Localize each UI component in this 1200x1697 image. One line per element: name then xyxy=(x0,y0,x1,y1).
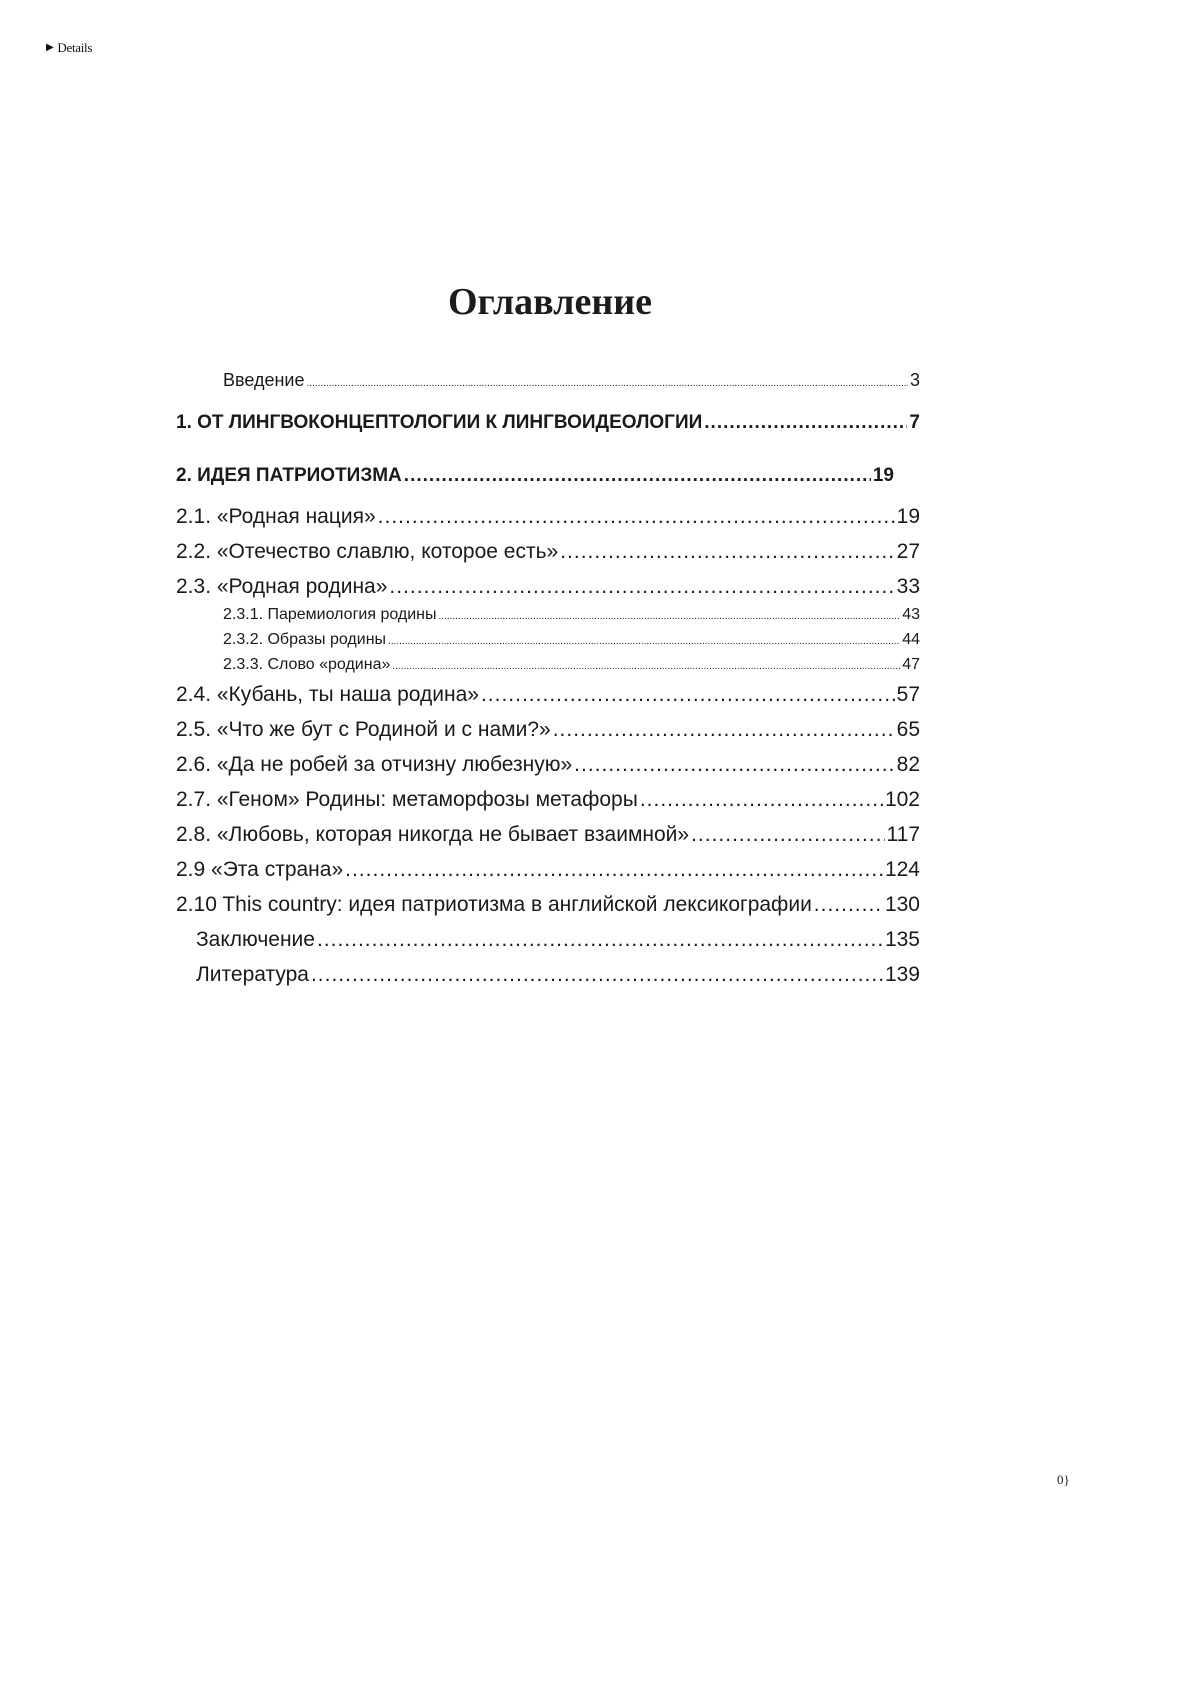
toc-entry-2-3-2 xyxy=(223,631,920,649)
dot-leader xyxy=(574,753,894,777)
toc-entry-2-3-3 xyxy=(223,656,920,674)
toc-entry-label: Литература xyxy=(196,963,309,986)
toc-entry-label: 2.9 «Эта страна» xyxy=(176,858,344,881)
toc-entry-2-8 xyxy=(176,823,920,847)
disclosure-triangle-icon: ▶ xyxy=(46,42,54,53)
toc-entry-page: 102 xyxy=(884,788,920,811)
toc-entry-page: 3 xyxy=(909,370,920,390)
dot-leader xyxy=(439,611,901,622)
toc-entry-2-1 xyxy=(176,505,920,529)
toc-entry-label: 2.1. «Родная нация» xyxy=(176,505,376,528)
toc-entry-2-9 xyxy=(176,858,920,882)
toc-entry-conclusion xyxy=(196,928,920,952)
toc-entry-label: Заключение xyxy=(196,928,315,951)
toc-entry-page: 47 xyxy=(902,656,920,673)
toc-entry-label: Введение xyxy=(223,370,305,390)
toc-entry-part-2 xyxy=(176,465,894,487)
toc-entry-2-4 xyxy=(176,683,920,707)
dot-leader xyxy=(307,378,908,389)
dot-leader xyxy=(560,540,894,564)
dot-leader xyxy=(389,575,894,599)
dot-leader xyxy=(691,823,884,847)
dot-leader xyxy=(553,718,895,742)
toc-entry-page: 130 xyxy=(884,893,920,916)
details-toggle[interactable] xyxy=(46,40,92,56)
toc-entry-page: 57 xyxy=(896,683,920,706)
page-number: 0} xyxy=(1057,1472,1070,1487)
toc-entry-page: 82 xyxy=(896,753,920,776)
toc-entry-literature xyxy=(196,963,920,987)
toc-entry-page: 124 xyxy=(884,858,920,881)
toc-entry-page: 43 xyxy=(902,606,920,623)
toc-entry-label: 2.4. «Кубань, ты наша родина» xyxy=(176,683,479,706)
toc-entry-part-1 xyxy=(176,412,920,434)
dot-leader xyxy=(404,465,871,487)
toc-entry-label: 2.10 This country: идея патриотизма в английской лексикографии xyxy=(176,893,812,916)
toc-entry-2-10 xyxy=(176,893,920,917)
toc-entry-label: 2.2. «Отечество славлю, которое есть» xyxy=(176,540,559,563)
dot-leader xyxy=(704,412,907,434)
toc-entry-2-7 xyxy=(176,788,920,812)
toc-entry-label: 2.3.1. Паремиология родины xyxy=(223,606,437,623)
toc-entry-label: 2.5. «Что же бут с Родиной и с нами?» xyxy=(176,718,551,741)
toc-entry-label: 2. ИДЕЯ ПАТРИОТИЗМА xyxy=(176,465,402,486)
dot-leader xyxy=(378,505,895,529)
toc-entry-label: 2.3. «Родная родина» xyxy=(176,575,388,598)
toc-entry-label: 2.7. «Геном» Родины: метаморфозы метафоры xyxy=(176,788,638,811)
toc-entry-label: 2.3.3. Слово «родина» xyxy=(223,656,391,673)
dot-leader xyxy=(392,661,900,672)
toc-entry-page: 139 xyxy=(884,963,920,986)
toc-entry-2-6 xyxy=(176,753,920,777)
toc-entry-label: 2.8. «Любовь, которая никогда не бывает взаимной» xyxy=(176,823,690,846)
toc-entry-label: 1. ОТ ЛИНГВОКОНЦЕПТОЛОГИИ К ЛИНГВОИДЕОЛОГИИ xyxy=(176,412,703,433)
dot-leader xyxy=(640,788,883,812)
toc-entry-page: 7 xyxy=(909,412,920,433)
toc-title: Оглавление xyxy=(447,281,653,323)
dot-leader xyxy=(317,928,883,952)
dot-leader xyxy=(311,963,883,987)
toc-entry-label: 2.6. «Да не робей за отчизну любезную» xyxy=(176,753,573,776)
dot-leader xyxy=(481,683,895,707)
toc-entry-2-3 xyxy=(176,575,920,599)
toc-entry-page: 135 xyxy=(884,928,920,951)
toc-entry-2-3-1 xyxy=(223,606,920,624)
details-label: Details xyxy=(57,40,93,55)
dot-leader xyxy=(814,893,883,917)
toc-entry-page: 44 xyxy=(902,631,920,648)
toc-entry-label: 2.3.2. Образы родины xyxy=(223,631,387,648)
toc-entry-page: 117 xyxy=(886,823,920,846)
dot-leader xyxy=(345,858,883,882)
toc-entry-2-2 xyxy=(176,540,920,564)
toc-entry-introduction xyxy=(223,370,920,391)
toc-entry-page: 33 xyxy=(896,575,920,598)
toc-entry-page: 65 xyxy=(896,718,920,741)
toc-entry-page: 19 xyxy=(872,465,894,486)
toc-entry-2-5 xyxy=(176,718,920,742)
toc-entry-page: 19 xyxy=(896,505,920,528)
dot-leader xyxy=(388,636,900,647)
toc-entry-page: 27 xyxy=(896,540,920,563)
